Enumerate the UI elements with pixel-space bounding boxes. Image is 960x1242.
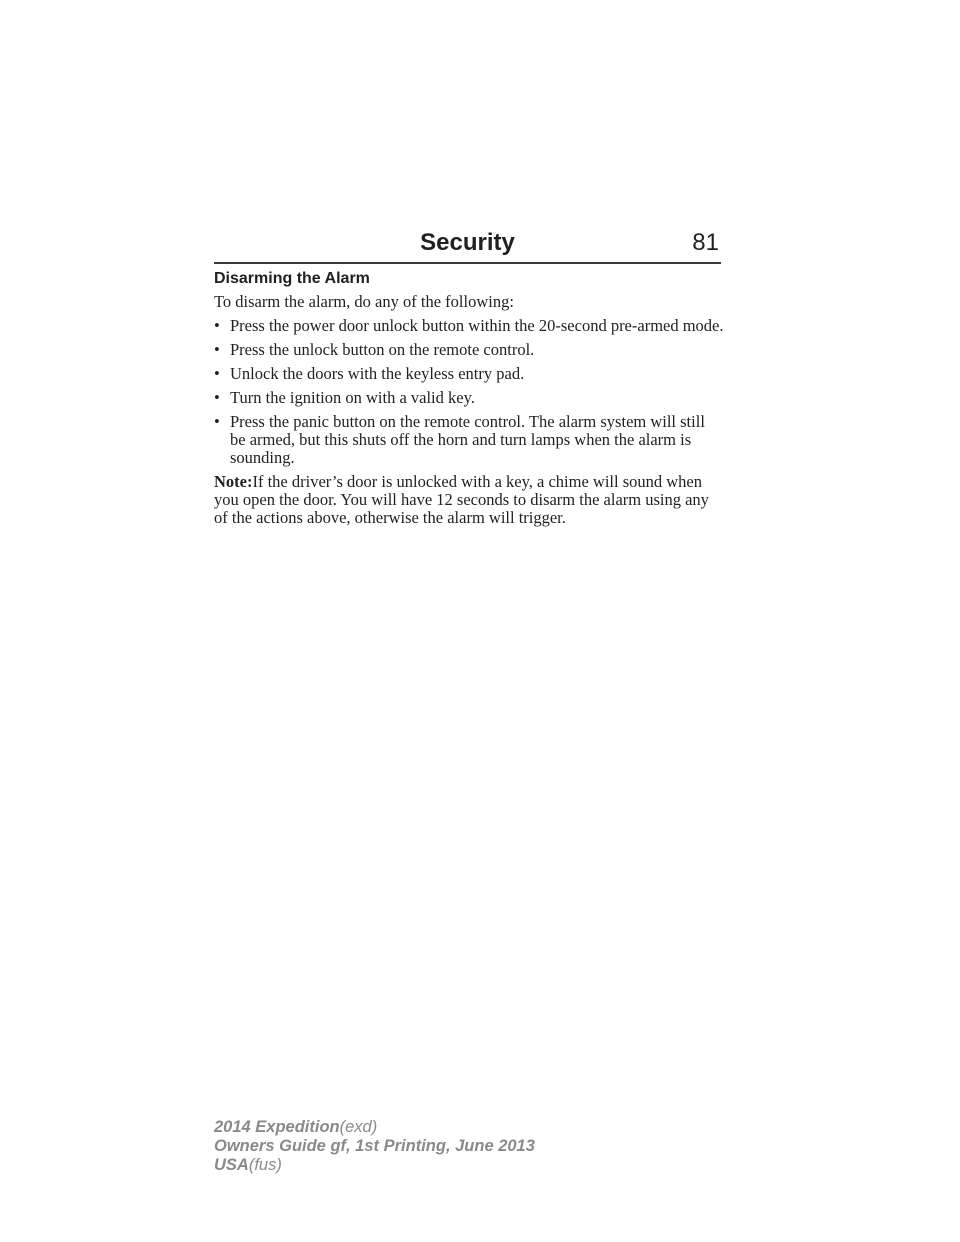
footer-model-code: (exd): [339, 1118, 378, 1136]
list-item-text: Unlock the doors with the keyless entry pad.: [230, 364, 525, 383]
footer-line-market: [214, 1156, 535, 1175]
list-item: [214, 341, 724, 359]
footer-market-name: USA: [214, 1156, 249, 1174]
list-item-text: Turn the ignition on with a valid key.: [230, 388, 475, 407]
page-content: [214, 269, 724, 527]
list-item: [214, 317, 724, 335]
section-title: Security: [420, 229, 515, 256]
bullet-icon: •: [214, 388, 220, 407]
page-header: [214, 226, 721, 264]
list-item-text: Press the panic button on the remote control. The alarm system will still be armed, but this shuts off the horn and turn lamps when the alarm is sounding.: [230, 412, 705, 467]
bullet-icon: •: [214, 364, 220, 383]
list-item: [214, 389, 724, 407]
footer-line-model: [214, 1118, 535, 1137]
intro-paragraph: To disarm the alarm, do any of the following:: [214, 292, 514, 311]
list-item-text: Press the power door unlock button within the 20-second pre-armed mode.: [230, 316, 724, 335]
print-footer: [214, 1118, 535, 1175]
page-number: 81: [692, 229, 719, 256]
list-item-text: Press the unlock button on the remote control.: [230, 340, 535, 359]
list-item: [214, 413, 724, 467]
bullet-list: [214, 317, 724, 467]
note-paragraph: [214, 473, 724, 527]
list-item: [214, 365, 724, 383]
footer-model-name: 2014 Expedition: [214, 1118, 340, 1136]
note-text: If the driver’s door is unlocked with a key, a chime will sound when you open the door. You will have 12 seconds to disarm the alarm using any of the actions above, otherwise the alarm will trigger.: [214, 472, 709, 527]
bullet-icon: •: [214, 412, 220, 431]
note-label: Note:: [214, 472, 253, 491]
footer-line-printing: Owners Guide gf, 1st Printing, June 2013: [214, 1137, 535, 1155]
footer-market-code: (fus): [248, 1156, 282, 1174]
section-heading: Disarming the Alarm: [214, 270, 370, 287]
bullet-icon: •: [214, 340, 220, 359]
bullet-icon: •: [214, 316, 220, 335]
